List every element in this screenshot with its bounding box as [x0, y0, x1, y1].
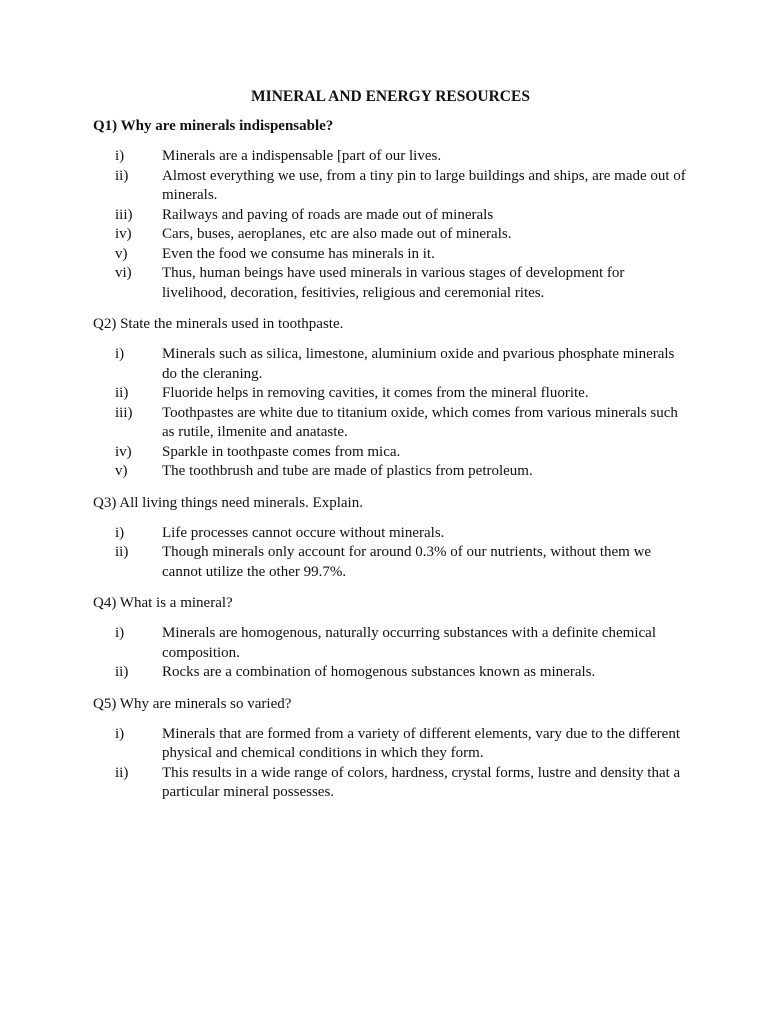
- answer-item: [93, 443, 688, 463]
- question-heading: Q5) Why are minerals so varied?: [93, 695, 292, 712]
- answer-item-number: vi): [115, 265, 132, 281]
- answer-item: [93, 462, 688, 482]
- document-title: MINERAL AND ENERGY RESOURCES: [251, 88, 530, 105]
- answer-item: [93, 764, 688, 803]
- answer-item-number: v): [115, 463, 128, 479]
- answer-item: [93, 206, 688, 226]
- answer-item-number: v): [115, 245, 128, 262]
- answer-item: [93, 404, 688, 443]
- answer-item-text: Minerals such as silica, limestone, aluminium oxide and pvarious phosphate minerals do the cleraning.: [162, 346, 675, 382]
- answer-item: [93, 524, 688, 544]
- answer-item-number: ii): [115, 544, 129, 560]
- answer-item-text: Railways and paving of roads are made out of minerals: [162, 206, 494, 223]
- question-heading: Q3) All living things need minerals. Explain.: [93, 494, 363, 511]
- answer-item-text: Minerals are a indispensable [part of our lives.: [162, 148, 442, 164]
- answer-item-text: Toothpastes are white due to titanium oxide, which comes from various minerals such as rutile, ilmenite and anataste.: [162, 404, 678, 440]
- answer-item-number: ii): [115, 167, 129, 184]
- answer-item-text: Fluoride helps in removing cavities, it comes from the mineral fluorite.: [162, 385, 589, 401]
- answer-item-text: The toothbrush and tube are made of plastics from petroleum.: [162, 463, 533, 479]
- answer-item-text: Though minerals only account for around 0.3% of our nutrients, without them we cannot utilize the other 99.7%.: [162, 544, 652, 580]
- question-section-q3: [93, 494, 688, 583]
- answer-item-number: iv): [115, 443, 132, 460]
- answer-item-number: iii): [115, 404, 133, 421]
- answer-item: [93, 725, 688, 764]
- answer-item-text: Rocks are a combination of homogenous substances known as minerals.: [162, 664, 596, 680]
- answer-item-number: ii): [115, 385, 129, 401]
- answer-item-text: Life processes cannot occure without minerals.: [162, 524, 445, 541]
- answer-item: [93, 245, 688, 265]
- answer-item-text: This results in a wide range of colors, hardness, crystal forms, lustre and density that a particular mineral possesses.: [162, 764, 681, 800]
- answer-item-text: Minerals are homogenous, naturally occurring substances with a definite chemical composition.: [162, 625, 657, 661]
- question-list: [93, 117, 688, 803]
- answer-item: [93, 663, 688, 683]
- answer-item-text: Thus, human beings have used minerals in various stages of development for livelihood, decoration, fesitivies, religious and ceremonial rites.: [162, 265, 625, 301]
- answer-list: [93, 624, 688, 683]
- answer-item: [93, 624, 688, 663]
- question-heading: Q4) What is a mineral?: [93, 595, 233, 611]
- answer-item: [93, 264, 688, 303]
- answer-item-text: Even the food we consume has minerals in it.: [162, 245, 435, 262]
- answer-item-number: ii): [115, 664, 129, 680]
- question-heading: Q2) State the minerals used in toothpaste.: [93, 316, 344, 332]
- answer-item: [93, 167, 688, 206]
- answer-item-text: Almost everything we use, from a tiny pin to large buildings and ships, are made out of minerals.: [162, 167, 686, 203]
- answer-item: [93, 345, 688, 384]
- answer-item-text: Sparkle in toothpaste comes from mica.: [162, 443, 401, 460]
- answer-list: [93, 147, 688, 303]
- answer-item-number: i): [115, 625, 125, 641]
- answer-list: [93, 725, 688, 803]
- answer-item-number: iii): [115, 206, 133, 223]
- answer-item-number: ii): [115, 764, 129, 781]
- answer-list: [93, 524, 688, 583]
- answer-item: [93, 147, 688, 167]
- answer-item-text: Cars, buses, aeroplanes, etc are also made out of minerals.: [162, 226, 512, 242]
- answer-item: [93, 543, 688, 582]
- answer-item-number: iv): [115, 226, 132, 242]
- answer-item-number: i): [115, 148, 125, 164]
- answer-item-number: i): [115, 725, 125, 742]
- answer-list: [93, 345, 688, 482]
- question-section-q1: [93, 117, 688, 303]
- answer-item: [93, 384, 688, 404]
- question-section-q5: [93, 695, 688, 803]
- question-heading: Q1) Why are minerals indispensable?: [93, 118, 334, 134]
- question-section-q4: [93, 594, 688, 683]
- answer-item-number: i): [115, 524, 125, 541]
- answer-item-number: i): [115, 346, 125, 362]
- answer-item: [93, 225, 688, 245]
- answer-item-text: Minerals that are formed from a variety of different elements, vary due to the different physical and chemical conditions in which they form.: [162, 725, 680, 761]
- question-section-q2: [93, 315, 688, 482]
